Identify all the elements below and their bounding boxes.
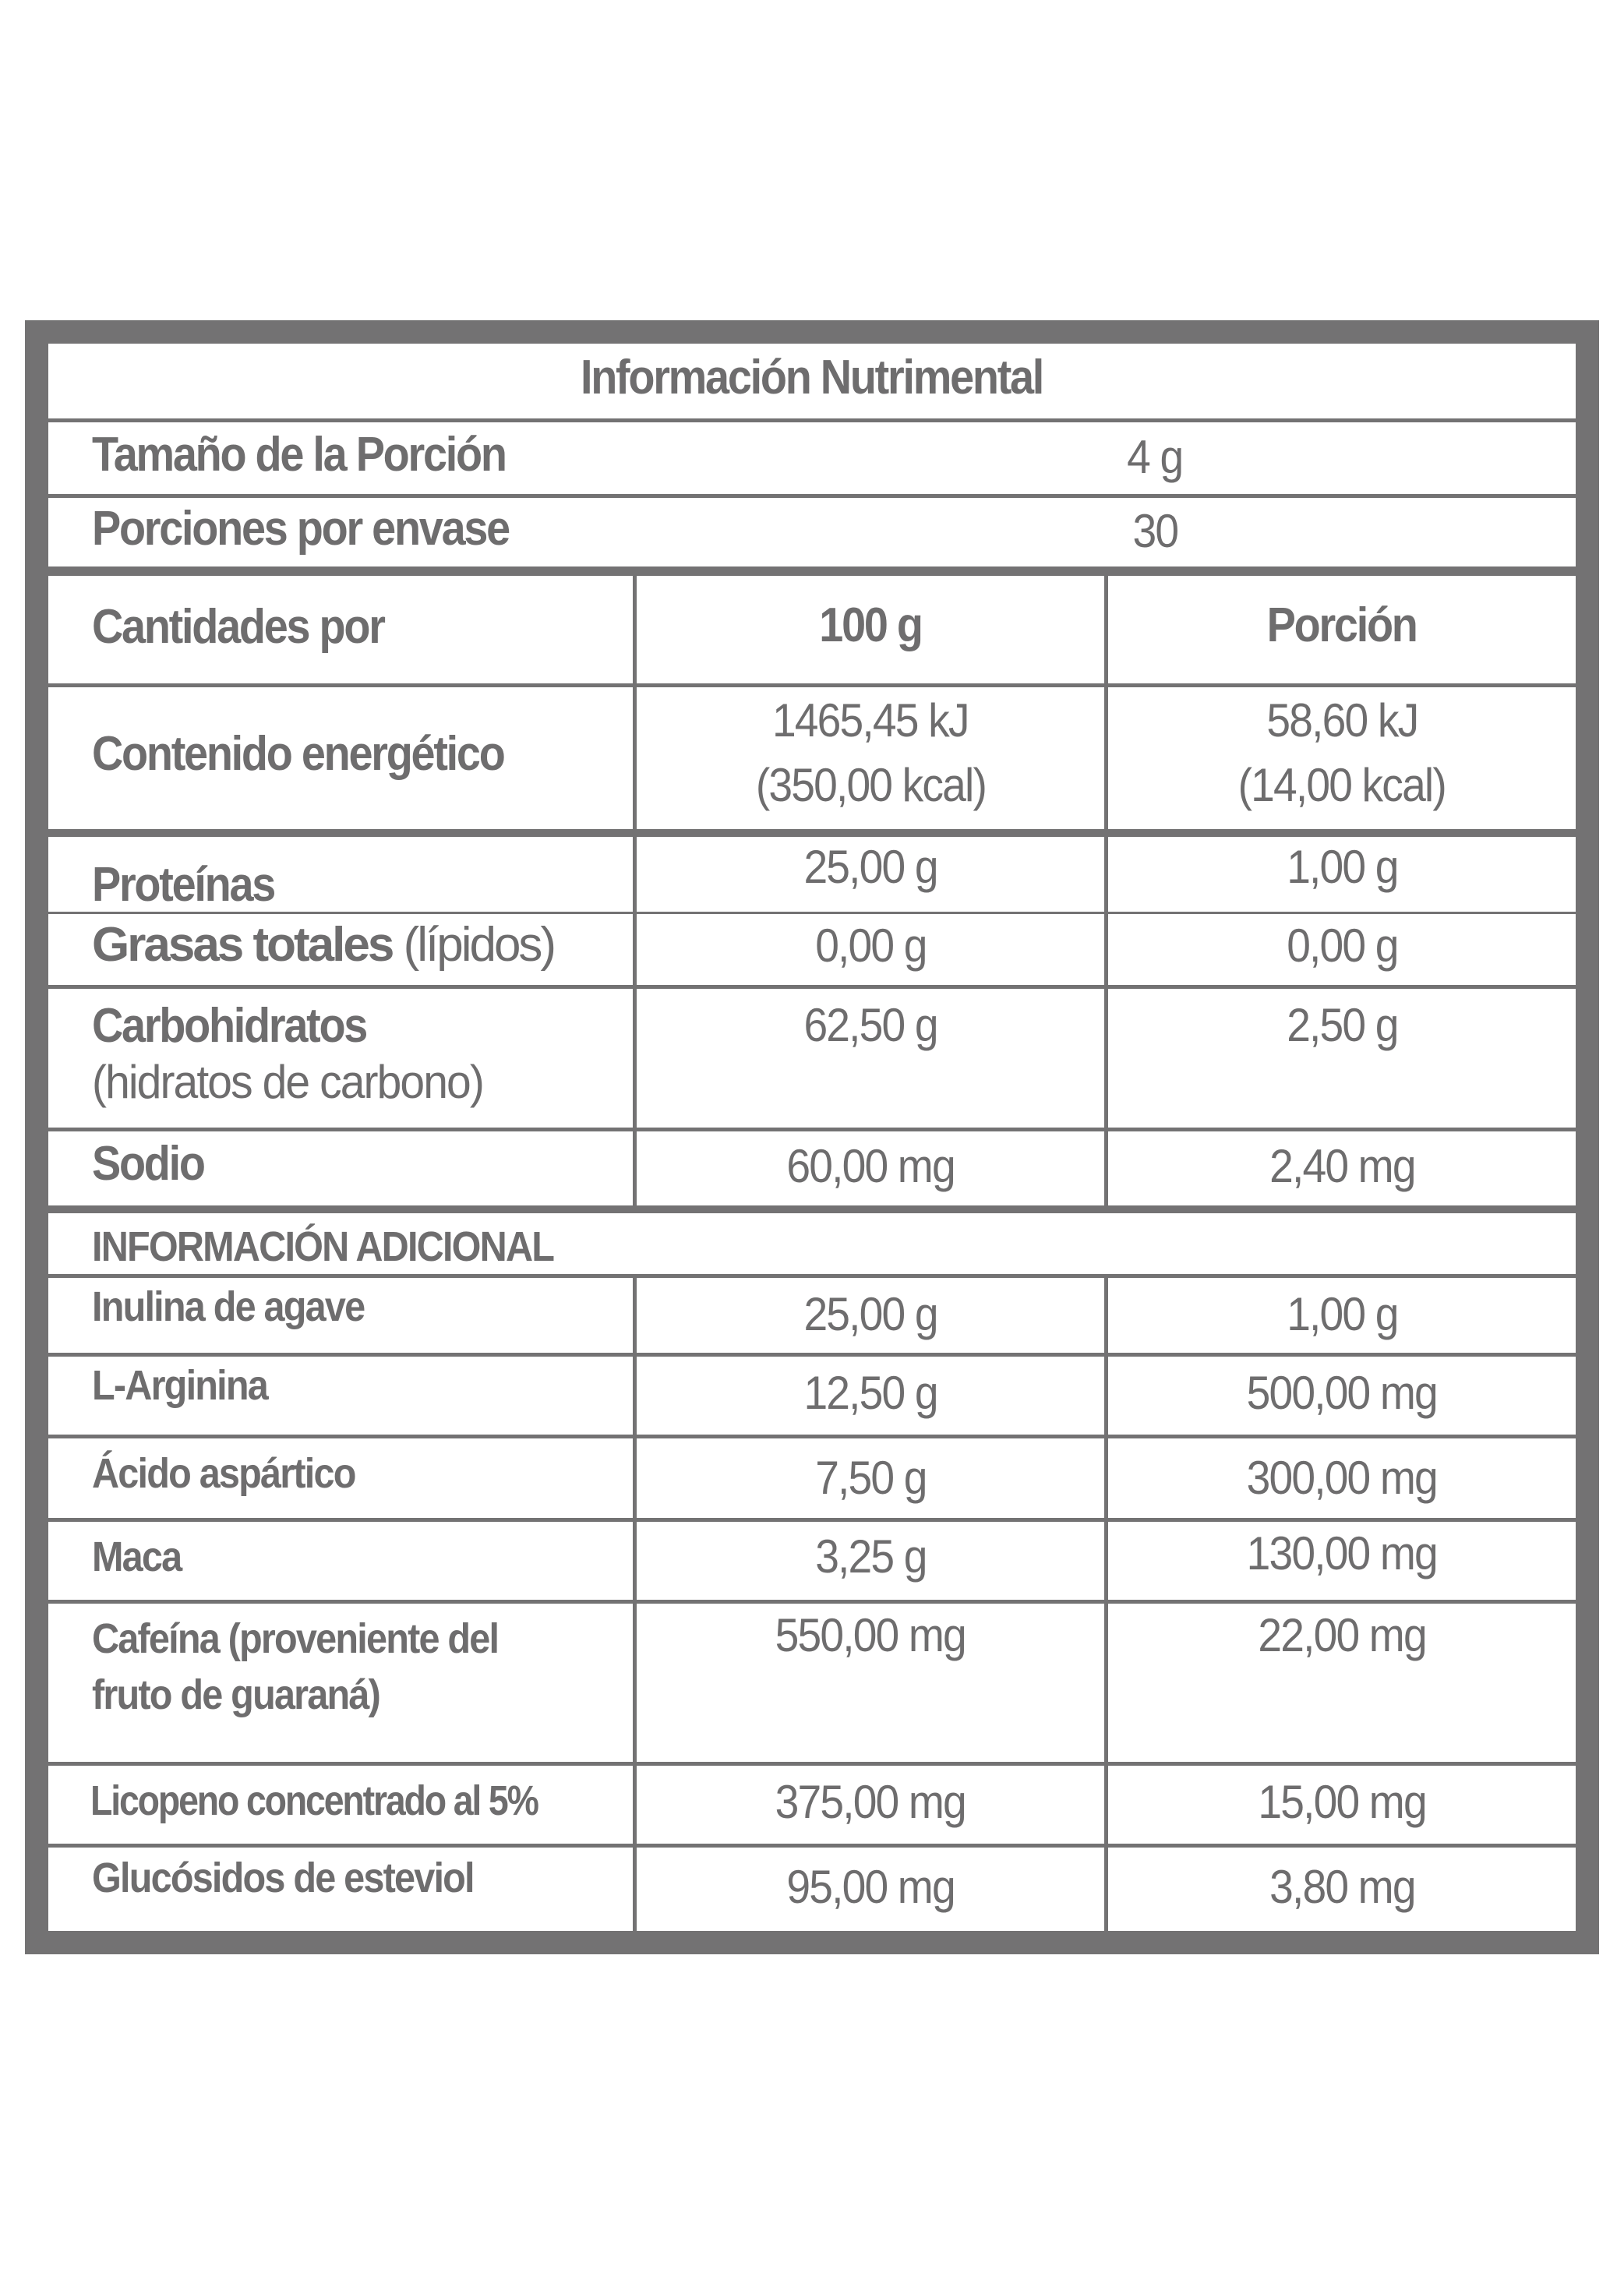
- energy-col2-kcal: (14,00 kcal): [1237, 759, 1446, 811]
- additional-title-row: [48, 1213, 1576, 1274]
- nutrient-label: Carbohidratos: [92, 999, 367, 1053]
- serving-size-label: Tamaño de la Porción: [92, 428, 506, 482]
- additional-row-maca: [48, 1522, 1576, 1600]
- additional-label: Ácido aspártico: [92, 1450, 355, 1497]
- header-col2: Porción: [1267, 598, 1417, 652]
- nutrient-col1: 60,00 mg: [786, 1140, 955, 1192]
- nutrient-col2: 2,40 mg: [1269, 1140, 1415, 1192]
- additional-col2: 130,00 mg: [1246, 1527, 1438, 1579]
- nutrient-col2: 2,50 g: [1286, 999, 1398, 1051]
- additional-row-licopeno: [48, 1766, 1576, 1844]
- energy-row: [48, 687, 1576, 829]
- nutrient-col1: 0,00 g: [814, 919, 927, 972]
- additional-label: Maca: [92, 1534, 182, 1580]
- additional-col1: 375,00 mg: [775, 1776, 966, 1828]
- additional-row-acido-aspartico: [48, 1438, 1576, 1518]
- additional-row-arginina: [48, 1357, 1576, 1435]
- additional-title: INFORMACIÓN ADICIONAL: [92, 1223, 554, 1270]
- nutrient-col2: 0,00 g: [1286, 919, 1398, 972]
- nutrition-table-frame: [25, 320, 1599, 1954]
- additional-col1: 12,50 g: [803, 1367, 937, 1419]
- additional-label: Licopeno concentrado al 5%: [90, 1777, 538, 1824]
- additional-label: Glucósidos de esteviol: [92, 1855, 474, 1901]
- servings-per-container-value: 30: [1132, 505, 1177, 557]
- additional-row-glucosidos: [48, 1848, 1576, 1931]
- additional-label-line2: fruto de guaraná): [92, 1671, 380, 1718]
- additional-col1: 95,00 mg: [786, 1861, 955, 1913]
- serving-size-row: [48, 422, 1576, 494]
- servings-per-container-row: [48, 498, 1576, 566]
- additional-col2: 300,00 mg: [1246, 1452, 1438, 1504]
- additional-row-inulina: [48, 1278, 1576, 1353]
- nutrient-row-proteins: [48, 837, 1576, 912]
- nutrient-col1: 25,00 g: [803, 841, 937, 893]
- additional-col1: 7,50 g: [814, 1452, 927, 1504]
- nutrient-label-extra: (hidratos de carbono): [92, 1056, 483, 1108]
- energy-col1-kcal: (350,00 kcal): [755, 759, 986, 811]
- nutrient-label: Sodio: [92, 1137, 204, 1191]
- additional-col2: 1,00 g: [1286, 1288, 1398, 1340]
- additional-col2: 22,00 mg: [1258, 1609, 1426, 1661]
- additional-col1: 25,00 g: [803, 1288, 937, 1340]
- additional-col2: 500,00 mg: [1246, 1367, 1438, 1419]
- additional-label: Inulina de agave: [92, 1283, 365, 1330]
- nutrient-row-carbs: [48, 989, 1576, 1128]
- header-row: [48, 576, 1576, 683]
- energy-col2-kj: 58,60 kJ: [1266, 694, 1417, 746]
- servings-per-container-label: Porciones por envase: [92, 502, 509, 556]
- header-col1: 100 g: [819, 598, 922, 652]
- table-title: Información Nutrimental: [581, 351, 1043, 404]
- nutrient-col2: 1,00 g: [1286, 841, 1398, 893]
- serving-size-value: 4 g: [1127, 431, 1183, 483]
- energy-col1-kj: 1465,45 kJ: [772, 694, 969, 746]
- additional-label: L-Arginina: [92, 1362, 267, 1409]
- energy-label: Contenido energético: [92, 727, 504, 781]
- nutrient-col1: 62,50 g: [803, 999, 937, 1051]
- nutrient-label: Grasas totales (lípidos): [92, 918, 555, 972]
- additional-row-cafeina: [48, 1604, 1576, 1762]
- additional-col2: 15,00 mg: [1258, 1776, 1426, 1828]
- nutrient-row-fats: [48, 914, 1576, 985]
- additional-col2: 3,80 mg: [1269, 1861, 1415, 1913]
- additional-col1: 550,00 mg: [775, 1609, 966, 1661]
- additional-col1: 3,25 g: [814, 1530, 927, 1583]
- table-title-row: [48, 344, 1576, 418]
- nutrition-table: [48, 344, 1576, 1931]
- additional-label: Cafeína (proveniente del: [92, 1615, 499, 1662]
- nutrient-row-sodium: [48, 1131, 1576, 1205]
- header-label: Cantidades por: [92, 600, 384, 654]
- nutrient-label: Proteínas: [92, 858, 275, 912]
